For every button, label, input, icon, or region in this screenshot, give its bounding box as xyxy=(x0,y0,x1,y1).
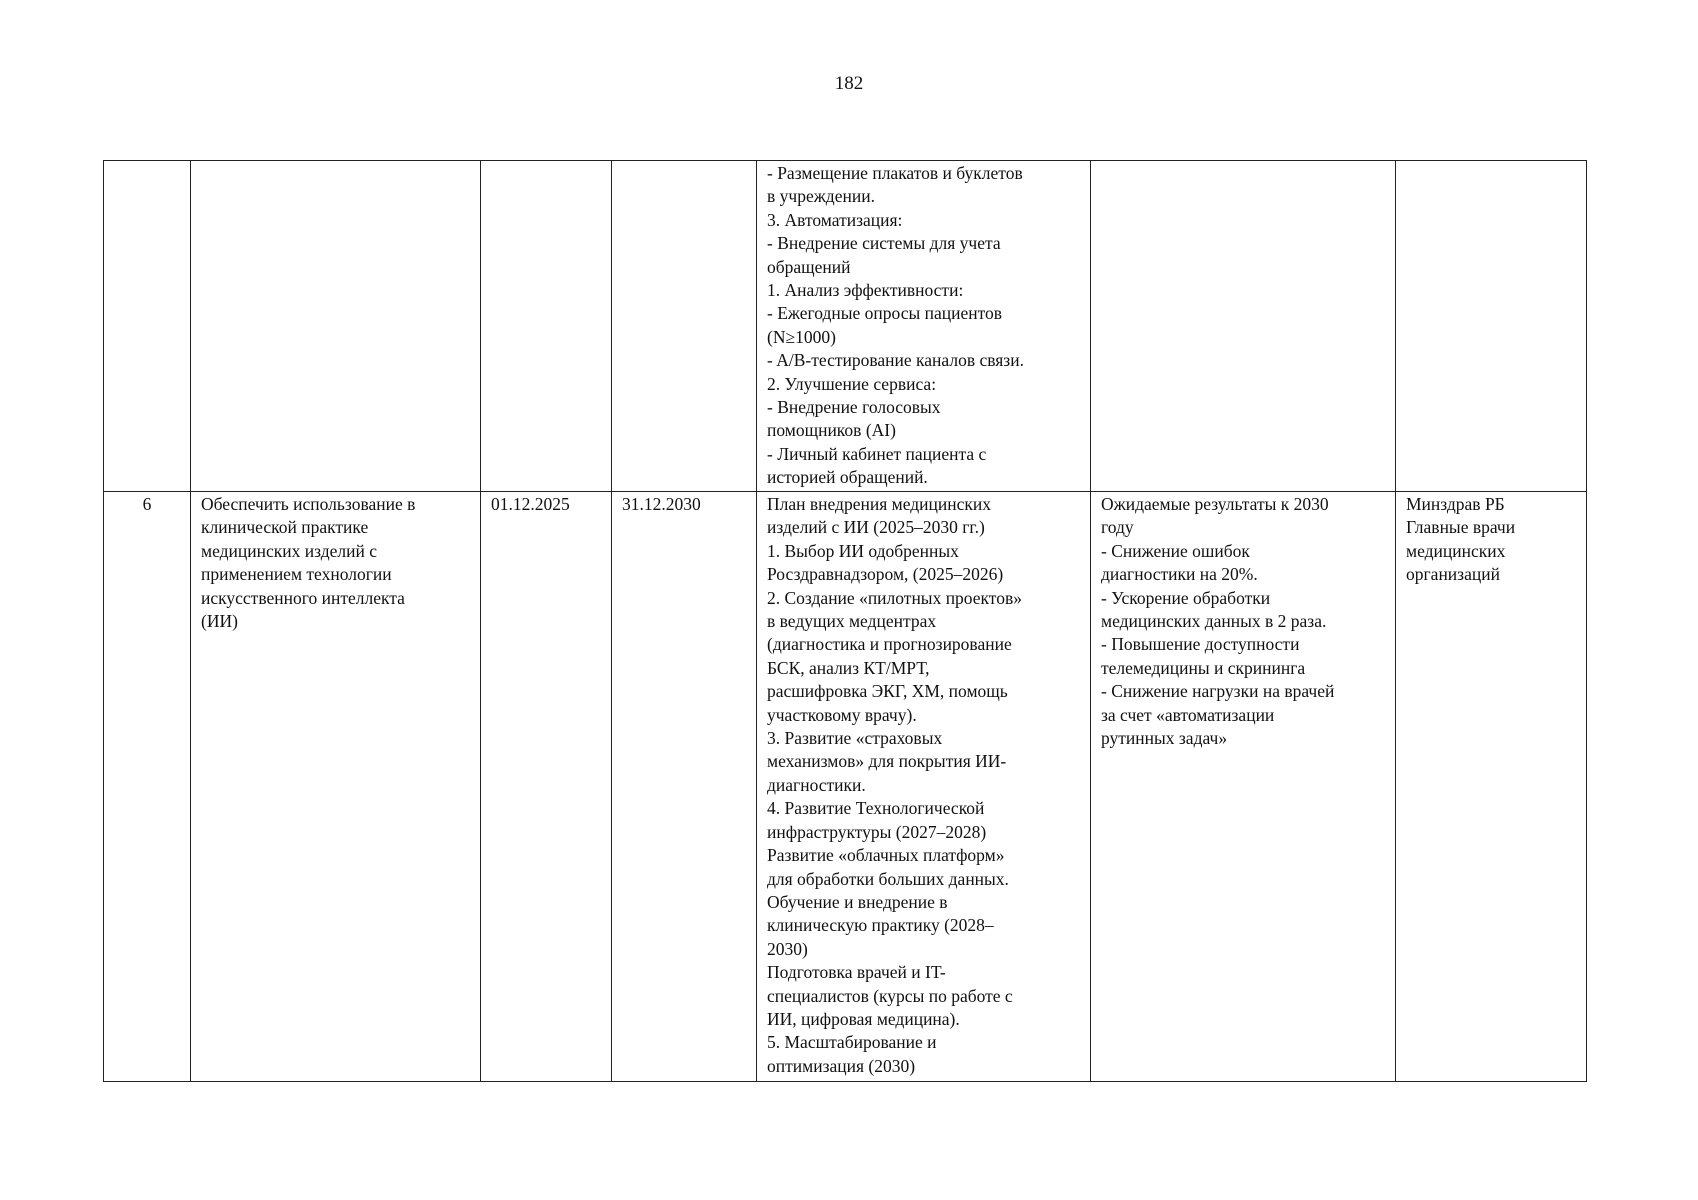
cell-responsible xyxy=(1396,161,1587,492)
cell-start-date xyxy=(481,161,612,492)
cell-text-line: за счет «автоматизации xyxy=(1101,704,1275,725)
cell-actions xyxy=(757,161,1091,492)
cell-text-line: искусственного интеллекта xyxy=(201,587,405,608)
table-row-continuation xyxy=(104,161,1587,492)
cell-text-line: - Размещение плакатов и буклетов xyxy=(767,163,1023,183)
cell-text-line: в ведущих медцентрах xyxy=(767,611,937,632)
cell-text-line: Ожидаемые результаты к 2030 xyxy=(1101,494,1329,514)
page-number: 182 xyxy=(834,73,864,94)
cell-task xyxy=(191,161,481,492)
cell-text-line: - Ежегодные опросы пациентов xyxy=(767,303,1003,324)
cell-text-line: в учреждении. xyxy=(767,186,875,207)
cell-text-line: медицинских xyxy=(1406,540,1506,561)
cell-text-line: План внедрения медицинских xyxy=(767,494,991,514)
cell-text-line: 3. Развитие «страховых xyxy=(767,728,943,749)
cell-text-line: - Личный кабинет пациента с xyxy=(767,443,987,464)
cell-text-line: ИИ, цифровая медицина). xyxy=(767,1008,960,1029)
cell-text-line: участковому врачу). xyxy=(767,704,917,725)
cell-text-line: 1. Выбор ИИ одобренных xyxy=(767,540,959,561)
cell-end-date: 31.12.2030 xyxy=(612,492,757,1082)
cell-text-line: расшифровка ЭКГ, ХМ, помощь xyxy=(767,681,1008,702)
cell-text-line: БСК, анализ КТ/МРТ, xyxy=(767,657,930,678)
cell-text-line: 5. Масштабирование и xyxy=(767,1032,937,1053)
cell-text-line: 2030) xyxy=(767,938,808,959)
cell-actions xyxy=(757,492,1091,1082)
cell-task xyxy=(191,492,481,1082)
cell-text-line: 2. Улучшение сервиса: xyxy=(767,373,937,394)
plan-table xyxy=(103,160,1587,1082)
cell-text-line: инфраструктуры (2027–2028) xyxy=(767,821,987,842)
cell-text-line: специалистов (курсы по работе с xyxy=(767,985,1013,1006)
cell-text-line: - Ускорение обработки xyxy=(1101,587,1271,608)
cell-start-date: 01.12.2025 xyxy=(481,492,612,1082)
cell-text-line: 3. Автоматизация: xyxy=(767,209,903,230)
cell-text-line: году xyxy=(1101,517,1134,538)
cell-text-line: клинической практике xyxy=(201,517,369,538)
cell-text-line: для обработки больших данных. xyxy=(767,868,1009,889)
cell-text-line: Главные врачи xyxy=(1406,517,1516,538)
cell-text-line: Подготовка врачей и IT- xyxy=(767,962,946,983)
cell-end-date xyxy=(612,161,757,492)
cell-text-line: организаций xyxy=(1406,564,1500,585)
cell-text-line: 4. Развитие Технологической xyxy=(767,798,985,819)
cell-results xyxy=(1091,492,1396,1082)
cell-text-line: 1. Анализ эффективности: xyxy=(767,280,964,301)
cell-text-line: Обучение и внедрение в xyxy=(767,891,948,912)
table-row-6 xyxy=(104,492,1587,1082)
cell-text-line: Росздравнадзором, (2025–2026) xyxy=(767,564,1004,585)
cell-results xyxy=(1091,161,1396,492)
cell-text-line: 2. Создание «пилотных проектов» xyxy=(767,587,1022,608)
cell-text-line: клиническую практику (2028– xyxy=(767,915,994,936)
cell-text-line: оптимизация (2030) xyxy=(767,1055,916,1076)
cell-text-line: - Внедрение голосовых xyxy=(767,397,941,418)
cell-text-line: медицинских изделий с xyxy=(201,540,377,561)
cell-text-line: Развитие «облачных платформ» xyxy=(767,845,1005,866)
cell-text-line: (N≥1000) xyxy=(767,326,836,347)
cell-text-line: телемедицины и скрининга xyxy=(1101,657,1306,678)
cell-text-line: диагностики на 20%. xyxy=(1101,564,1258,585)
cell-text-line: медицинских данных в 2 раза. xyxy=(1101,611,1327,632)
cell-text-line: (ИИ) xyxy=(201,611,238,632)
cell-text-line: (диагностика и прогнозирование xyxy=(767,634,1012,655)
cell-text-line: рутинных задач» xyxy=(1101,728,1228,749)
cell-text-line: диагностики. xyxy=(767,774,866,795)
cell-text-line: - A/B-тестирование каналов связи. xyxy=(767,350,1024,371)
cell-text-line: Минздрав РБ xyxy=(1406,494,1505,514)
cell-text-line: обращений xyxy=(767,256,851,277)
cell-text-line: Обеспечить использование в xyxy=(201,494,416,514)
cell-number: 6 xyxy=(104,492,191,1082)
cell-text-line: механизмов» для покрытия ИИ- xyxy=(767,751,1007,772)
cell-number xyxy=(104,161,191,492)
cell-text-line: - Снижение нагрузки на врачей xyxy=(1101,681,1335,702)
cell-text-line: историей обращений. xyxy=(767,467,928,488)
cell-text-line: - Повышение доступности xyxy=(1101,634,1300,655)
cell-text-line: помощников (AI) xyxy=(767,420,896,441)
cell-text-line: - Снижение ошибок xyxy=(1101,540,1250,561)
cell-text-line: применением технологии xyxy=(201,564,392,585)
cell-text-line: - Внедрение системы для учета xyxy=(767,233,1001,254)
cell-responsible xyxy=(1396,492,1587,1082)
cell-text-line: изделий с ИИ (2025–2030 гг.) xyxy=(767,517,985,538)
